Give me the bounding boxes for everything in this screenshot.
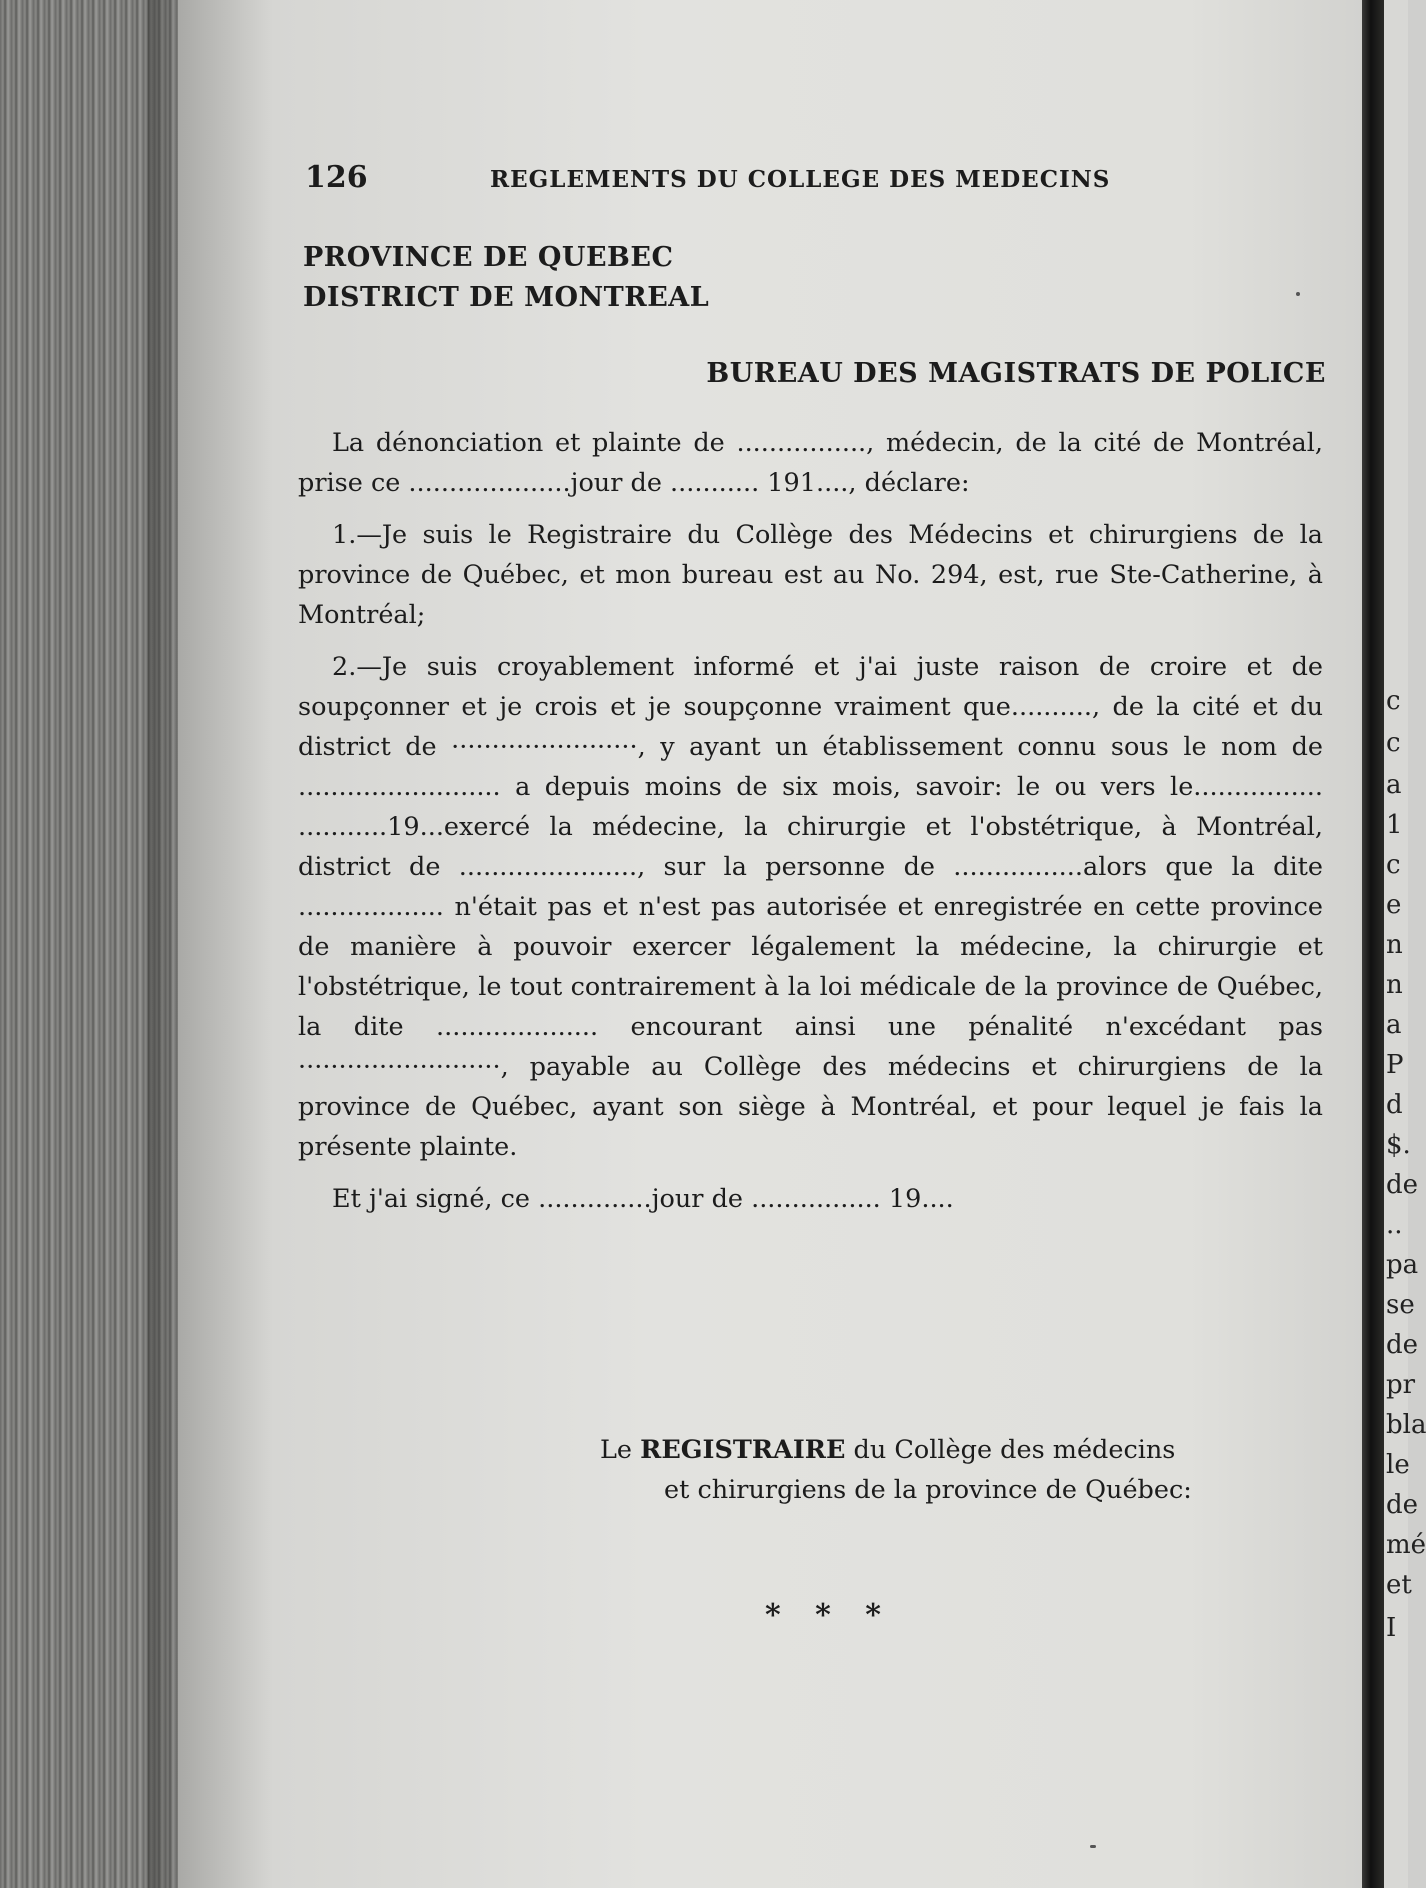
signature-line-1-rest: du Collège des médecins — [853, 1435, 1176, 1465]
paper-speck — [1090, 1845, 1096, 1848]
next-page-fragment: 1 — [1386, 810, 1403, 840]
signature-line-2: et chirurgiens de la province de Québec: — [664, 1475, 1192, 1505]
next-page-fragment: de — [1386, 1170, 1419, 1200]
paragraph-2: 2.—Je suis croyablement informé et j'ai juste raison de croire et de soupçonner et je crois et je soupçonne vraiment que.........., de la cité et du district de ·······················, y ayant un établissement connu sous le nom de ......................... a depuis moins de six mois, savoir: le ou vers le................ ...........19...exercé la médecine, la chirurgie et l'obstétrique, à Montréal, district de ......................, sur la personne de ................alors que la dite .................. n'était pas et n'est pas autorisée et enregistrée en cette province de manière à pouvoir exercer légalement la médecine, la chirurgie et l'obstétrique, le tout contrairement à la loi médicale de la province de Québec, la dite .................... encourant ainsi une pénalité n'excédant pas ·························, payable au Collège des médecins et chirurgiens de la province de Québec, ayant son siège à Montréal, et pour lequel je fais la présente plainte. — [298, 652, 1323, 1162]
next-page-fragment: n — [1386, 930, 1403, 960]
signature-prefix: Le — [600, 1435, 633, 1465]
next-page-fragment: a — [1386, 770, 1402, 800]
next-page-fragment: c — [1386, 686, 1401, 716]
next-page-fragment: et — [1386, 1570, 1412, 1600]
next-page-fragment: de — [1386, 1330, 1419, 1360]
page-number: 126 — [305, 160, 368, 195]
next-page-fragment: bla — [1386, 1410, 1426, 1440]
address-province: PROVINCE DE QUEBEC — [303, 242, 674, 273]
page-header — [305, 160, 1305, 200]
complaint-body — [298, 423, 1323, 1231]
next-page-fragment: pa — [1386, 1250, 1419, 1280]
next-page-fragment: a — [1386, 1010, 1402, 1040]
next-page-fragment: $. — [1386, 1130, 1411, 1160]
next-page-fragment: le — [1386, 1450, 1410, 1480]
paragraph-denonciation: La dénonciation et plainte de ................, médecin, de la cité de Montréal, prise ce ....................jour de ........... 191...., déclare: — [298, 428, 1323, 498]
next-page-fragment: P — [1386, 1050, 1404, 1080]
next-page-fragment: c — [1386, 850, 1401, 880]
book-page-edges — [0, 0, 178, 1888]
address-district: DISTRICT DE MONTREAL — [303, 282, 710, 313]
next-page-fragment: e — [1386, 890, 1402, 920]
signature-line-1 — [600, 1430, 1330, 1470]
signature-block — [600, 1430, 1330, 1510]
paragraph-1: 1.—Je suis le Registraire du Collège des Médecins et chirurgiens de la province de Québec, et mon bureau est au No. 294, est, rue Ste-Catherine, à Montréal; — [298, 520, 1323, 630]
next-page-fragment: se — [1386, 1290, 1415, 1320]
book-gutter — [1362, 0, 1384, 1888]
address-block — [303, 238, 709, 318]
next-page-fragment: mé — [1386, 1530, 1426, 1560]
paragraph-signed: Et j'ai signé, ce ..............jour de ................ 19.... — [332, 1184, 954, 1214]
next-page-edge — [1384, 0, 1426, 1888]
paper-speck — [1296, 292, 1300, 296]
section-separator: * * * — [765, 1598, 893, 1633]
next-page-fragment: pr — [1386, 1370, 1416, 1400]
next-page-fragment: de — [1386, 1490, 1419, 1520]
next-page-fragment: .. — [1386, 1210, 1403, 1240]
signature-title: REGISTRAIRE — [640, 1435, 846, 1465]
bureau-heading: BUREAU DES MAGISTRATS DE POLICE — [706, 358, 1326, 389]
next-page-fragment: I — [1386, 1613, 1397, 1643]
next-page-fragment: d — [1386, 1090, 1403, 1120]
next-page-fragment: n — [1386, 970, 1403, 1000]
running-head: REGLEMENTS DU COLLEGE DES MEDECINS — [490, 166, 1111, 193]
next-page-fragment: c — [1386, 728, 1401, 758]
